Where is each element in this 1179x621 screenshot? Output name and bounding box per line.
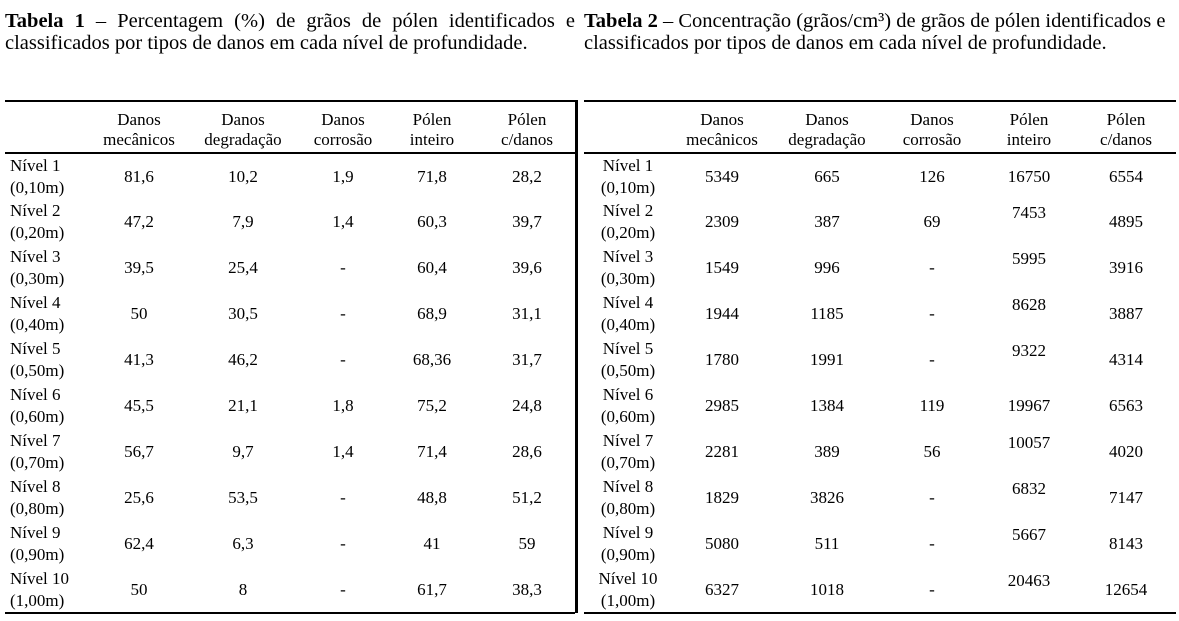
level-name: Nível 10 bbox=[10, 568, 70, 588]
value-cell-deg: 511 bbox=[814, 534, 840, 553]
column-header bbox=[982, 101, 1076, 153]
value-cell-cor: - bbox=[882, 567, 982, 613]
value-cell-cor: - bbox=[301, 567, 385, 613]
value-cell-cor: - bbox=[929, 350, 935, 369]
column-header-line2: c/danos bbox=[501, 130, 553, 149]
table-1-header bbox=[5, 101, 575, 153]
value-cell-cor: - bbox=[340, 534, 346, 553]
value-cell-dan: 3887 bbox=[1109, 304, 1143, 323]
value-cell-mec: 2309 bbox=[705, 212, 739, 231]
table-row bbox=[584, 245, 1176, 291]
value-cell-int: 7453 bbox=[1012, 203, 1046, 222]
value-cell-dan: 3916 bbox=[1109, 258, 1143, 277]
value-cell-deg: 1185 bbox=[810, 304, 844, 323]
table-row bbox=[5, 245, 575, 291]
table-row bbox=[584, 153, 1176, 199]
value-cell-mec: 50 bbox=[93, 567, 185, 613]
value-cell-int: 68,9 bbox=[417, 304, 447, 323]
level-depth: (0,20m) bbox=[10, 223, 65, 242]
column-header bbox=[1076, 101, 1176, 153]
value-cell-int: 48,8 bbox=[417, 488, 447, 507]
value-cell-dan: 51,2 bbox=[512, 488, 542, 507]
level-name: Nível 8 bbox=[10, 477, 61, 496]
value-cell-mec: 81,6 bbox=[124, 166, 154, 186]
column-header bbox=[385, 101, 479, 153]
level-name: Nível 2 bbox=[10, 201, 61, 220]
column-header bbox=[93, 101, 185, 153]
column-header-line1: Danos bbox=[221, 110, 265, 129]
level-cell bbox=[584, 475, 672, 521]
level-name: Nível 7 bbox=[602, 431, 654, 450]
level-cell bbox=[584, 429, 672, 475]
value-cell-mec: 50 bbox=[130, 304, 148, 323]
column-header-line1: Pólen bbox=[1106, 110, 1146, 129]
value-cell-cor: 69 bbox=[923, 212, 941, 231]
value-cell-int: 5667 bbox=[1012, 525, 1046, 544]
value-cell-int: 19967 bbox=[1007, 396, 1051, 415]
table-row bbox=[5, 383, 575, 429]
table-1-caption-text: – Percentagem (%) de grãos de pólen identificados e classificados por tipos de danos em cada nível de profundidade. bbox=[5, 10, 575, 54]
value-cell-cor: - bbox=[929, 534, 935, 553]
value-cell-int: 61,7 bbox=[385, 567, 479, 613]
level-depth: (0,40m) bbox=[600, 315, 656, 334]
value-cell-dan: 39,6 bbox=[512, 258, 542, 277]
value-cell-mec: 62,4 bbox=[124, 534, 154, 553]
level-cell bbox=[5, 245, 93, 291]
level-depth: (0,30m) bbox=[600, 269, 656, 288]
value-cell-int: 71,4 bbox=[417, 442, 447, 461]
value-cell-cor: - bbox=[340, 488, 346, 507]
table-row bbox=[5, 153, 575, 199]
value-cell-deg: 21,1 bbox=[228, 396, 258, 415]
table-row bbox=[5, 429, 575, 475]
table-2-caption-text: – Concentração (grãos/cm³) de grãos de pólen identificados e classificados por tipos de danos em cada nível de profundidade. bbox=[584, 10, 1166, 54]
level-name: Nível 9 bbox=[10, 523, 61, 542]
value-cell-cor: 1,4 bbox=[332, 212, 354, 231]
value-cell-deg: 10,2 bbox=[228, 166, 258, 186]
column-header bbox=[672, 101, 772, 153]
level-name: Nível 10 bbox=[598, 568, 658, 588]
value-cell-deg: 1018 bbox=[772, 567, 882, 613]
table-row bbox=[5, 291, 575, 337]
level-depth: (0,80m) bbox=[600, 499, 656, 518]
column-header-line2: inteiro bbox=[1006, 130, 1052, 149]
column-header bbox=[301, 101, 385, 153]
level-cell bbox=[5, 337, 93, 383]
level-name: Nível 4 bbox=[10, 293, 61, 312]
value-cell-dan: 28,2 bbox=[512, 166, 542, 186]
level-cell bbox=[584, 245, 672, 291]
value-cell-dan: 12654 bbox=[1076, 567, 1176, 613]
level-name: Nível 5 bbox=[10, 339, 61, 358]
level-cell bbox=[5, 567, 93, 613]
value-cell-int: 60,3 bbox=[417, 212, 447, 231]
value-cell-mec: 39,5 bbox=[124, 258, 154, 277]
value-cell-dan: 28,6 bbox=[512, 442, 542, 461]
value-cell-deg: 9,7 bbox=[232, 442, 254, 461]
value-cell-cor: - bbox=[340, 304, 346, 323]
column-header bbox=[479, 101, 575, 153]
value-cell-int: 8628 bbox=[1012, 295, 1046, 314]
column-header-line1: Danos bbox=[321, 110, 365, 129]
column-header bbox=[185, 101, 301, 153]
level-name: Nível 9 bbox=[602, 523, 654, 542]
level-name: Nível 2 bbox=[602, 201, 654, 220]
column-header bbox=[584, 101, 672, 153]
table-row bbox=[5, 475, 575, 521]
value-cell-int: 41 bbox=[423, 534, 441, 553]
level-cell bbox=[584, 153, 672, 199]
value-cell-deg: 665 bbox=[814, 166, 840, 186]
value-cell-dan: 4895 bbox=[1109, 212, 1143, 231]
value-cell-int: 75,2 bbox=[417, 396, 447, 415]
value-cell-dan: 7147 bbox=[1109, 488, 1143, 507]
table-row bbox=[584, 383, 1176, 429]
value-cell-deg: 387 bbox=[814, 212, 840, 231]
table-1-body bbox=[5, 153, 575, 613]
level-cell bbox=[5, 475, 93, 521]
column-header-line1: Pólen bbox=[412, 110, 452, 129]
value-cell-deg: 53,5 bbox=[228, 488, 258, 507]
level-cell bbox=[584, 199, 672, 245]
level-name: Nível 1 bbox=[10, 155, 61, 175]
column-header-line1: Pólen bbox=[507, 110, 547, 129]
value-cell-deg: 3826 bbox=[810, 488, 844, 507]
value-cell-int: 20463 bbox=[982, 567, 1076, 613]
table-1-caption bbox=[5, 10, 575, 54]
value-cell-cor: - bbox=[929, 488, 935, 507]
level-depth: (0,60m) bbox=[600, 407, 656, 426]
level-cell bbox=[5, 383, 93, 429]
table-row bbox=[584, 291, 1176, 337]
value-cell-deg: 389 bbox=[814, 442, 840, 461]
level-name: Nível 7 bbox=[10, 431, 61, 450]
value-cell-mec: 1549 bbox=[705, 258, 739, 277]
level-depth: (0,90m) bbox=[600, 545, 656, 564]
level-depth: (0,70m) bbox=[600, 453, 656, 472]
table-2 bbox=[584, 100, 1176, 614]
value-cell-cor: 126 bbox=[919, 166, 945, 186]
value-cell-deg: 30,5 bbox=[228, 304, 258, 323]
level-name: Nível 6 bbox=[10, 385, 61, 404]
value-cell-mec: 6327 bbox=[672, 567, 772, 613]
level-name: Nível 1 bbox=[602, 155, 654, 175]
level-depth: (0,10m) bbox=[10, 177, 65, 197]
level-cell bbox=[584, 383, 672, 429]
column-header-line2: corrosão bbox=[313, 130, 373, 149]
level-depth: (0,40m) bbox=[10, 315, 65, 334]
table-row bbox=[584, 567, 1176, 613]
table-row bbox=[584, 521, 1176, 567]
level-depth: (0,60m) bbox=[10, 407, 65, 426]
table-2-header bbox=[584, 101, 1176, 153]
column-header bbox=[5, 101, 93, 153]
value-cell-deg: 46,2 bbox=[228, 350, 258, 369]
table-row bbox=[584, 199, 1176, 245]
level-name: Nível 8 bbox=[602, 477, 654, 496]
level-depth: (0,50m) bbox=[600, 361, 656, 380]
value-cell-dan: 31,1 bbox=[512, 304, 542, 323]
value-cell-dan: 4020 bbox=[1109, 442, 1143, 461]
level-cell bbox=[5, 199, 93, 245]
table-row bbox=[5, 567, 575, 613]
header-row bbox=[584, 101, 1176, 153]
level-depth: (0,20m) bbox=[600, 223, 656, 242]
value-cell-cor: - bbox=[929, 304, 935, 323]
value-cell-mec: 2281 bbox=[705, 442, 739, 461]
level-name: Nível 3 bbox=[602, 247, 654, 266]
value-cell-mec: 41,3 bbox=[124, 350, 154, 369]
value-cell-mec: 2985 bbox=[705, 396, 739, 415]
value-cell-deg: 7,9 bbox=[232, 212, 254, 231]
value-cell-int: 6832 bbox=[1012, 479, 1046, 498]
value-cell-mec: 56,7 bbox=[124, 442, 154, 461]
value-cell-dan: 31,7 bbox=[512, 350, 542, 369]
level-depth: (0,10m) bbox=[600, 177, 656, 197]
header-row bbox=[5, 101, 575, 153]
value-cell-mec: 1829 bbox=[705, 488, 739, 507]
table-1 bbox=[5, 100, 575, 614]
value-cell-mec: 5080 bbox=[705, 534, 739, 553]
value-cell-cor: 119 bbox=[919, 396, 945, 415]
value-cell-deg: 1384 bbox=[810, 396, 844, 415]
value-cell-int: 5995 bbox=[1012, 249, 1046, 268]
value-cell-mec: 25,6 bbox=[124, 488, 154, 507]
table-1-caption-label: Tabela 1 bbox=[5, 10, 85, 32]
column-header-line2: degradação bbox=[788, 130, 866, 149]
value-cell-dan: 39,7 bbox=[512, 212, 542, 231]
value-cell-dan: 59 bbox=[518, 534, 536, 553]
value-cell-mec: 45,5 bbox=[124, 396, 154, 415]
column-header bbox=[882, 101, 982, 153]
value-cell-dan: 6554 bbox=[1109, 166, 1143, 186]
value-cell-mec: 47,2 bbox=[124, 212, 154, 231]
level-depth: (1,00m) bbox=[600, 590, 656, 610]
level-depth: (0,80m) bbox=[10, 499, 65, 518]
column-header-line1: Danos bbox=[700, 110, 744, 129]
value-cell-cor: - bbox=[340, 350, 346, 369]
level-cell bbox=[584, 291, 672, 337]
level-name: Nível 3 bbox=[10, 247, 61, 266]
value-cell-deg: 996 bbox=[814, 258, 840, 277]
value-cell-cor: 1,9 bbox=[332, 166, 354, 186]
value-cell-int: 71,8 bbox=[417, 166, 447, 186]
value-cell-mec: 5349 bbox=[705, 166, 739, 186]
table-2-caption bbox=[584, 10, 1176, 54]
column-header-line1: Pólen bbox=[1009, 110, 1049, 129]
column-header-line2: c/danos bbox=[1100, 130, 1152, 149]
table-row bbox=[584, 337, 1176, 383]
value-cell-cor: - bbox=[340, 258, 346, 277]
column-header-line1: Danos bbox=[805, 110, 849, 129]
table-2-body bbox=[584, 153, 1176, 613]
level-cell bbox=[5, 153, 93, 199]
level-cell bbox=[5, 521, 93, 567]
column-header-line1: Danos bbox=[910, 110, 954, 129]
value-cell-int: 9322 bbox=[1012, 341, 1046, 360]
value-cell-mec: 1944 bbox=[705, 304, 739, 323]
value-cell-mec: 1780 bbox=[705, 350, 739, 369]
table-divider bbox=[575, 100, 578, 613]
value-cell-dan: 24,8 bbox=[512, 396, 542, 415]
level-name: Nível 4 bbox=[602, 293, 654, 312]
table-row bbox=[5, 521, 575, 567]
value-cell-cor: 56 bbox=[923, 442, 941, 461]
table-row bbox=[5, 337, 575, 383]
level-cell bbox=[5, 291, 93, 337]
level-depth: (0,30m) bbox=[10, 269, 65, 288]
value-cell-deg: 25,4 bbox=[228, 258, 258, 277]
column-header-line2: mecânicos bbox=[686, 130, 758, 149]
column-header bbox=[772, 101, 882, 153]
level-depth: (0,50m) bbox=[10, 361, 65, 380]
value-cell-dan: 6563 bbox=[1109, 396, 1143, 415]
value-cell-dan: 4314 bbox=[1109, 350, 1143, 369]
level-depth: (0,70m) bbox=[10, 453, 65, 472]
table-2-caption-label: Tabela 2 bbox=[584, 10, 658, 32]
value-cell-deg: 6,3 bbox=[232, 534, 254, 553]
value-cell-int: 10057 bbox=[1007, 433, 1051, 452]
column-header-line2: degradação bbox=[204, 130, 282, 149]
level-cell bbox=[584, 337, 672, 383]
level-depth: (1,00m) bbox=[10, 590, 65, 610]
value-cell-int: 60,4 bbox=[417, 258, 447, 277]
table-row bbox=[584, 429, 1176, 475]
column-header-line2: corrosão bbox=[902, 130, 962, 149]
value-cell-cor: 1,4 bbox=[332, 442, 354, 461]
value-cell-cor: - bbox=[929, 258, 935, 277]
level-cell bbox=[584, 567, 672, 613]
column-header-line2: inteiro bbox=[409, 130, 455, 149]
column-header-line1: Danos bbox=[117, 110, 161, 129]
level-name: Nível 6 bbox=[602, 385, 654, 404]
level-cell bbox=[5, 429, 93, 475]
value-cell-deg: 8 bbox=[185, 567, 301, 613]
value-cell-dan: 38,3 bbox=[479, 567, 575, 613]
value-cell-cor: 1,8 bbox=[332, 396, 354, 415]
column-header-line2: mecânicos bbox=[103, 130, 175, 149]
level-depth: (0,90m) bbox=[10, 545, 65, 564]
value-cell-dan: 8143 bbox=[1109, 534, 1143, 553]
level-cell bbox=[584, 521, 672, 567]
value-cell-int: 16750 bbox=[1007, 166, 1051, 186]
table-row bbox=[5, 199, 575, 245]
value-cell-deg: 1991 bbox=[810, 350, 844, 369]
level-name: Nível 5 bbox=[602, 339, 654, 358]
value-cell-int: 68,36 bbox=[412, 350, 452, 369]
table-row bbox=[584, 475, 1176, 521]
